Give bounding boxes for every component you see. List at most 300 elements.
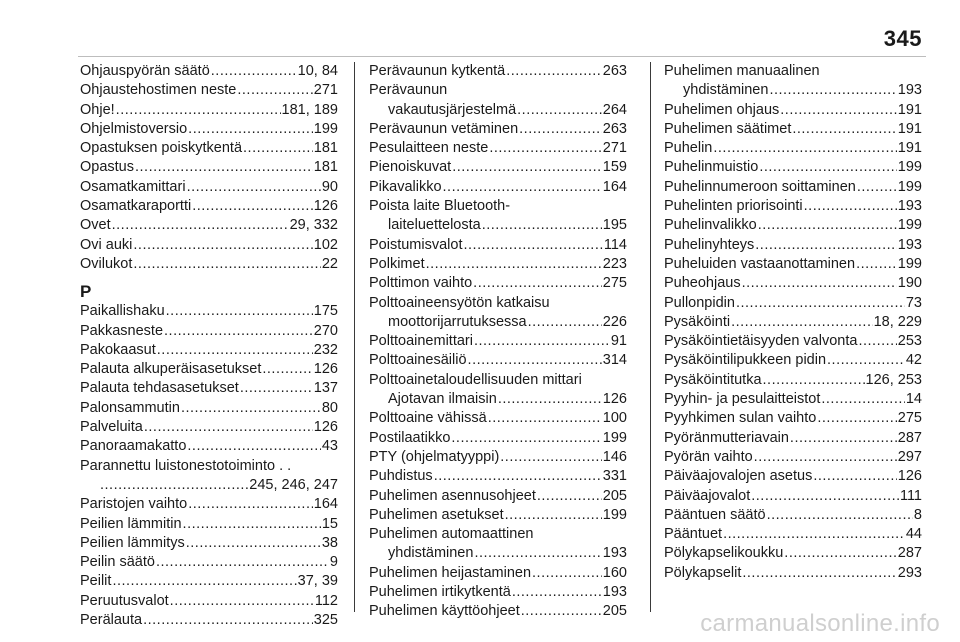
index-term: Puhelimen asetukset	[369, 506, 504, 523]
index-entry	[80, 592, 338, 611]
column-divider	[650, 62, 651, 612]
index-term: Pikavalikko	[369, 178, 442, 195]
dot-leader	[112, 572, 296, 591]
index-entry	[664, 371, 922, 390]
index-entry	[369, 429, 627, 448]
index-term: Ajotavan ilmaisin	[388, 391, 497, 408]
index-term: yhdistäminen	[388, 545, 474, 562]
index-term: Peilit	[80, 573, 112, 590]
page-reference: 199	[897, 217, 922, 234]
index-entry	[664, 255, 922, 274]
index-entry	[664, 139, 922, 158]
index-term: Ohjelmistoversio	[80, 120, 188, 137]
index-entry	[664, 216, 922, 235]
page-reference: 205	[602, 603, 627, 620]
index-term: Polkimet	[369, 255, 425, 272]
index-entry	[664, 525, 922, 544]
page-reference: 38	[321, 534, 338, 551]
index-term: Puhelinvalikko	[664, 217, 757, 234]
index-term: Puhelin	[664, 140, 713, 157]
index-term: Puhelinnumeroon soittaminen	[664, 178, 856, 195]
page-reference: 100	[602, 410, 627, 427]
index-term: Puhelimen asennusohjeet	[369, 487, 536, 504]
dot-leader	[755, 236, 897, 255]
page-reference: 9	[329, 554, 338, 571]
index-entry	[369, 506, 627, 525]
index-entry	[369, 158, 627, 177]
page-reference: 42	[905, 352, 922, 369]
dot-leader	[790, 429, 897, 448]
index-term: Pääntuen säätö	[664, 506, 766, 523]
index-entry	[664, 390, 922, 409]
index-term: Puhelimen heijastaminen	[369, 564, 532, 581]
page-reference: 191	[897, 140, 922, 157]
header-rule	[78, 56, 926, 57]
index-entry	[664, 332, 922, 351]
index-entry	[369, 236, 627, 255]
page-reference: 43	[321, 438, 338, 455]
index-term: Peilin säätö	[80, 554, 155, 571]
index-entry	[80, 178, 338, 197]
dot-leader	[537, 487, 602, 506]
page-reference: 18, 229	[873, 313, 922, 330]
index-entry	[664, 564, 922, 583]
page-reference: 223	[602, 255, 627, 272]
index-term: Ohje!	[80, 101, 115, 118]
index-term: Puhelimen irtikytkentä	[369, 584, 511, 601]
dot-leader	[187, 178, 321, 197]
index-entry	[369, 313, 627, 332]
page-reference: 245, 246, 247	[249, 476, 338, 493]
page-reference: 199	[897, 178, 922, 195]
index-entry	[80, 101, 338, 120]
index-term: Pysäköinti	[664, 313, 731, 330]
index-entry	[664, 467, 922, 486]
dot-leader	[780, 101, 897, 120]
page-reference: 37, 39	[297, 573, 338, 590]
index-entry	[664, 409, 922, 428]
dot-leader	[767, 506, 913, 525]
index-entry	[369, 467, 627, 486]
index-entry	[80, 158, 338, 177]
page-reference: 181	[313, 159, 338, 176]
index-term: Pysäköintietäisyyden valvonta	[664, 333, 858, 350]
index-term: Pääntuet	[664, 526, 723, 543]
dot-leader	[519, 120, 602, 139]
dot-leader	[451, 429, 601, 448]
page-reference: 14	[905, 391, 922, 408]
dot-leader	[188, 495, 313, 514]
page-reference: 126	[313, 361, 338, 378]
page-reference: 91	[610, 333, 627, 350]
page-reference: 193	[897, 236, 922, 253]
index-entry	[369, 101, 627, 120]
index-entry-heading: Puhelimen manuaalinen	[664, 63, 820, 79]
index-entry	[80, 302, 338, 321]
index-term: Puheohjaus	[664, 275, 741, 292]
index-term: Opastuksen poiskytkentä	[80, 140, 243, 157]
page-reference: 29, 332	[289, 217, 338, 234]
dot-leader	[237, 81, 312, 100]
page-reference: 126	[897, 468, 922, 485]
page-reference: 193	[897, 82, 922, 99]
index-term: Ohjauspyörän säätö	[80, 63, 210, 79]
index-entry	[80, 236, 338, 255]
dot-leader	[116, 101, 281, 120]
index-term: laiteluettelosta	[388, 217, 481, 234]
dot-leader	[443, 178, 602, 197]
dot-leader	[858, 332, 896, 351]
page-reference: 164	[313, 496, 338, 513]
page-reference: 331	[602, 468, 627, 485]
page-reference: 159	[602, 159, 627, 176]
dot-leader	[133, 255, 320, 274]
dot-leader	[482, 216, 602, 235]
dot-leader	[784, 544, 897, 563]
section-letter: P	[80, 282, 92, 302]
page-reference: 114	[603, 236, 627, 253]
dot-leader	[856, 255, 897, 274]
index-term: Pysäköintilipukkeen pidin	[664, 352, 827, 369]
dot-leader	[192, 197, 313, 216]
page-reference: 314	[602, 352, 627, 369]
dot-leader	[100, 476, 248, 495]
index-term: Ovet	[80, 217, 111, 234]
page-reference: 275	[602, 275, 627, 292]
index-entry	[664, 236, 922, 255]
page-reference: 193	[602, 545, 627, 562]
page-reference: 126, 253	[865, 371, 922, 388]
dot-leader	[500, 448, 602, 467]
index-entry	[664, 429, 922, 448]
index-entry	[664, 351, 922, 370]
page-reference: 293	[897, 564, 922, 581]
index-entry	[369, 274, 627, 293]
dot-leader	[804, 197, 897, 216]
index-term: Peilien lämmitys	[80, 534, 185, 551]
page-reference: 73	[905, 294, 922, 311]
dot-leader	[827, 351, 905, 370]
dot-leader	[143, 611, 313, 630]
dot-leader	[463, 236, 602, 255]
dot-leader	[112, 216, 289, 235]
index-term: Perävaunun vetäminen	[369, 120, 519, 137]
page-reference: 191	[897, 101, 922, 118]
index-term: Puhelinmuistio	[664, 159, 759, 176]
index-entry	[80, 120, 338, 139]
index-term: Pullonpidin	[664, 294, 735, 311]
page-reference: 137	[313, 380, 338, 397]
dot-leader	[262, 360, 312, 379]
index-term: Osamatkaraportti	[80, 198, 192, 215]
index-entry-heading: Polttoainetaloudellisuuden mittari	[369, 371, 582, 388]
page-reference: 126	[602, 391, 627, 408]
dot-leader	[769, 81, 896, 100]
index-entry	[369, 139, 627, 158]
page-reference: 271	[602, 140, 627, 157]
index-entry-heading: Puhelimen automaattinen	[369, 526, 534, 543]
page-reference: 8	[913, 506, 922, 523]
index-entry	[80, 495, 338, 514]
page-reference: 126	[313, 198, 338, 215]
index-entry	[369, 390, 627, 409]
dot-leader	[512, 583, 602, 602]
page-reference: 297	[897, 448, 922, 465]
page-reference: 22	[321, 255, 338, 272]
index-entry	[80, 81, 338, 100]
dot-leader	[532, 564, 602, 583]
dot-leader	[474, 332, 610, 351]
index-term: vakautusjärjestelmä	[388, 101, 517, 118]
index-entry	[80, 418, 338, 437]
page-reference: 264	[602, 101, 627, 118]
dot-leader	[135, 158, 313, 177]
index-term: Puhelinten priorisointi	[664, 198, 803, 215]
page-reference: 90	[321, 178, 338, 195]
dot-leader	[817, 409, 896, 428]
index-entry	[80, 197, 338, 216]
index-term: Pölykapselikoukku	[664, 545, 784, 562]
index-entry	[369, 351, 627, 370]
index-term: Opastus	[80, 159, 134, 176]
index-term: Puheluiden vastaanottaminen	[664, 255, 856, 272]
index-entry-heading: Perävaunun	[369, 82, 448, 99]
index-term: Peilien lämmitin	[80, 515, 182, 532]
index-entry	[80, 399, 338, 418]
page-reference: 146	[602, 448, 627, 465]
page-reference: 112	[314, 592, 338, 609]
index-entry	[369, 178, 627, 197]
dot-leader	[452, 158, 602, 177]
index-term: Pakokaasut	[80, 341, 156, 358]
index-term: Puhelimen käyttöohjeet	[369, 603, 520, 620]
index-entry	[80, 437, 338, 456]
dot-leader	[713, 139, 896, 158]
index-entry-heading: Polttoaineensyötön katkaisu	[369, 294, 550, 311]
page-reference: 181	[313, 140, 338, 157]
index-entry	[80, 379, 338, 398]
index-term: Polttoaine vähissä	[369, 410, 487, 427]
dot-leader	[505, 506, 602, 525]
dot-leader	[506, 62, 602, 81]
dot-leader	[528, 313, 602, 332]
page-reference: 15	[321, 515, 338, 532]
dot-leader	[754, 448, 897, 467]
index-entry	[80, 553, 338, 572]
index-term: Pakkasneste	[80, 322, 164, 339]
index-entry-heading: Poista laite Bluetooth-	[369, 198, 511, 215]
dot-leader	[517, 101, 602, 120]
dot-leader	[736, 294, 905, 313]
page-reference: 270	[313, 322, 338, 339]
page-reference: 205	[602, 487, 627, 504]
dot-leader	[183, 515, 321, 534]
dot-leader	[751, 487, 899, 506]
dot-leader	[187, 437, 320, 456]
page-reference: 80	[321, 399, 338, 416]
index-entry	[369, 62, 627, 81]
index-term: Palauta alkuperäisasetukset	[80, 361, 262, 378]
dot-leader	[731, 313, 873, 332]
index-term: Päiväajovalojen asetus	[664, 468, 813, 485]
index-entry	[369, 564, 627, 583]
column-divider	[354, 62, 355, 612]
dot-leader	[521, 602, 602, 621]
index-term: Panoraamakatto	[80, 438, 187, 455]
dot-leader	[813, 467, 896, 486]
index-term: Pyörän vaihto	[664, 448, 753, 465]
index-entry-heading: Parannettu luistonestotoiminto . .	[80, 457, 292, 474]
index-entry	[80, 62, 338, 81]
page-number: 345	[883, 26, 922, 51]
index-term: Pyyhkimen sulan vaihto	[664, 410, 817, 427]
index-term: Ovilukot	[80, 255, 133, 272]
dot-leader	[758, 216, 897, 235]
page-reference: 325	[313, 612, 338, 629]
page-reference: 287	[897, 545, 922, 562]
index-entry	[80, 515, 338, 534]
dot-leader	[742, 274, 897, 293]
page-reference: 10, 84	[297, 63, 338, 79]
dot-leader	[474, 544, 601, 563]
index-entry	[369, 216, 627, 235]
page-reference: 253	[897, 333, 922, 350]
index-term: Pölykapselit	[664, 564, 742, 581]
index-entry	[80, 322, 338, 341]
page-reference: 287	[897, 429, 922, 446]
index-entry	[80, 139, 338, 158]
index-column-2	[369, 62, 627, 622]
dot-leader	[243, 139, 313, 158]
index-term: Pyöränmutteriavain	[664, 429, 789, 446]
dot-leader	[240, 379, 313, 398]
dot-leader	[857, 178, 897, 197]
dot-leader	[489, 139, 601, 158]
index-term: Pyyhin- ja pesulaitteistot	[664, 391, 821, 408]
index-entry	[369, 544, 627, 563]
index-entry	[80, 255, 338, 274]
index-entry	[80, 341, 338, 360]
index-term: Osamatkamittari	[80, 178, 186, 195]
index-term: Paikallishaku	[80, 303, 165, 320]
index-column-1	[80, 62, 338, 630]
index-term: Puhdistus	[369, 468, 433, 485]
index-column-3	[664, 62, 922, 583]
dot-leader	[144, 418, 313, 437]
index-term: Peruutusvalot	[80, 592, 169, 609]
dot-leader	[434, 467, 602, 486]
dot-leader	[488, 409, 602, 428]
index-term: Päiväajovalot	[664, 487, 751, 504]
page-reference: 226	[602, 313, 627, 330]
page-reference: 190	[897, 275, 922, 292]
page-reference: 193	[897, 198, 922, 215]
index-entry	[664, 81, 922, 100]
index-entry	[369, 583, 627, 602]
index-entry	[369, 409, 627, 428]
index-term: Palauta tehdasasetukset	[80, 380, 239, 397]
index-term: Pienoiskuvat	[369, 159, 452, 176]
index-entry	[80, 476, 338, 495]
index-entry	[664, 274, 922, 293]
page-reference: 102	[313, 236, 338, 253]
index-term: Puhelimen säätimet	[664, 120, 792, 137]
index-term: Perälauta	[80, 612, 143, 629]
index-entry	[664, 448, 922, 467]
index-entry	[664, 120, 922, 139]
dot-leader	[763, 371, 865, 390]
dot-leader	[157, 341, 313, 360]
page-reference: 263	[602, 120, 627, 137]
index-term: Palonsammutin	[80, 399, 180, 416]
page-reference: 126	[313, 419, 338, 436]
index-entry	[664, 294, 922, 313]
index-term: PTY (ohjelmatyyppi)	[369, 448, 500, 465]
dot-leader	[473, 274, 602, 293]
page-reference: 275	[897, 410, 922, 427]
index-term: Ovi auki	[80, 236, 133, 253]
index-term: Puhelimen ohjaus	[664, 101, 780, 118]
dot-leader	[759, 158, 896, 177]
dot-leader	[164, 322, 313, 341]
index-entry	[80, 572, 338, 591]
index-entry	[369, 448, 627, 467]
watermark: carmanualsonline.info	[700, 610, 940, 637]
dot-leader	[166, 302, 313, 321]
index-entry	[664, 313, 922, 332]
index-entry	[664, 178, 922, 197]
page-reference: 164	[602, 178, 627, 195]
index-term: Palveluita	[80, 419, 143, 436]
page-reference: 175	[313, 303, 338, 320]
index-term: Puhelinyhteys	[664, 236, 755, 253]
dot-leader	[181, 399, 321, 418]
dot-leader	[186, 534, 321, 553]
index-term: moottorijarrutuksessa	[388, 313, 527, 330]
page-reference: 199	[897, 255, 922, 272]
index-term: Polttoainemittari	[369, 333, 473, 350]
dot-leader	[426, 255, 602, 274]
index-term: Pesulaitteen neste	[369, 140, 489, 157]
index-entry	[369, 120, 627, 139]
index-entry	[664, 506, 922, 525]
index-term: Postilaatikko	[369, 429, 451, 446]
dot-leader	[792, 120, 896, 139]
dot-leader	[170, 592, 314, 611]
index-entry	[369, 332, 627, 351]
page-reference: 199	[602, 506, 627, 523]
page-reference: 195	[602, 217, 627, 234]
page-reference: 160	[602, 564, 627, 581]
page-reference: 199	[897, 159, 922, 176]
index-entry	[664, 544, 922, 563]
page-reference: 263	[602, 63, 627, 79]
page-reference: 181, 189	[281, 101, 338, 118]
index-entry	[369, 255, 627, 274]
dot-leader	[211, 62, 297, 81]
index-term: Paristojen vaihto	[80, 496, 188, 513]
dot-leader	[188, 120, 313, 139]
index-term: Perävaunun kytkentä	[369, 63, 506, 79]
dot-leader	[156, 553, 329, 572]
index-term: Pysäköintitutka	[664, 371, 762, 388]
page-reference: 199	[602, 429, 627, 446]
index-term: Polttoainesäiliö	[369, 352, 467, 369]
dot-leader	[468, 351, 602, 370]
page-reference: 193	[602, 584, 627, 601]
page-reference: 232	[313, 341, 338, 358]
index-entry	[369, 602, 627, 621]
